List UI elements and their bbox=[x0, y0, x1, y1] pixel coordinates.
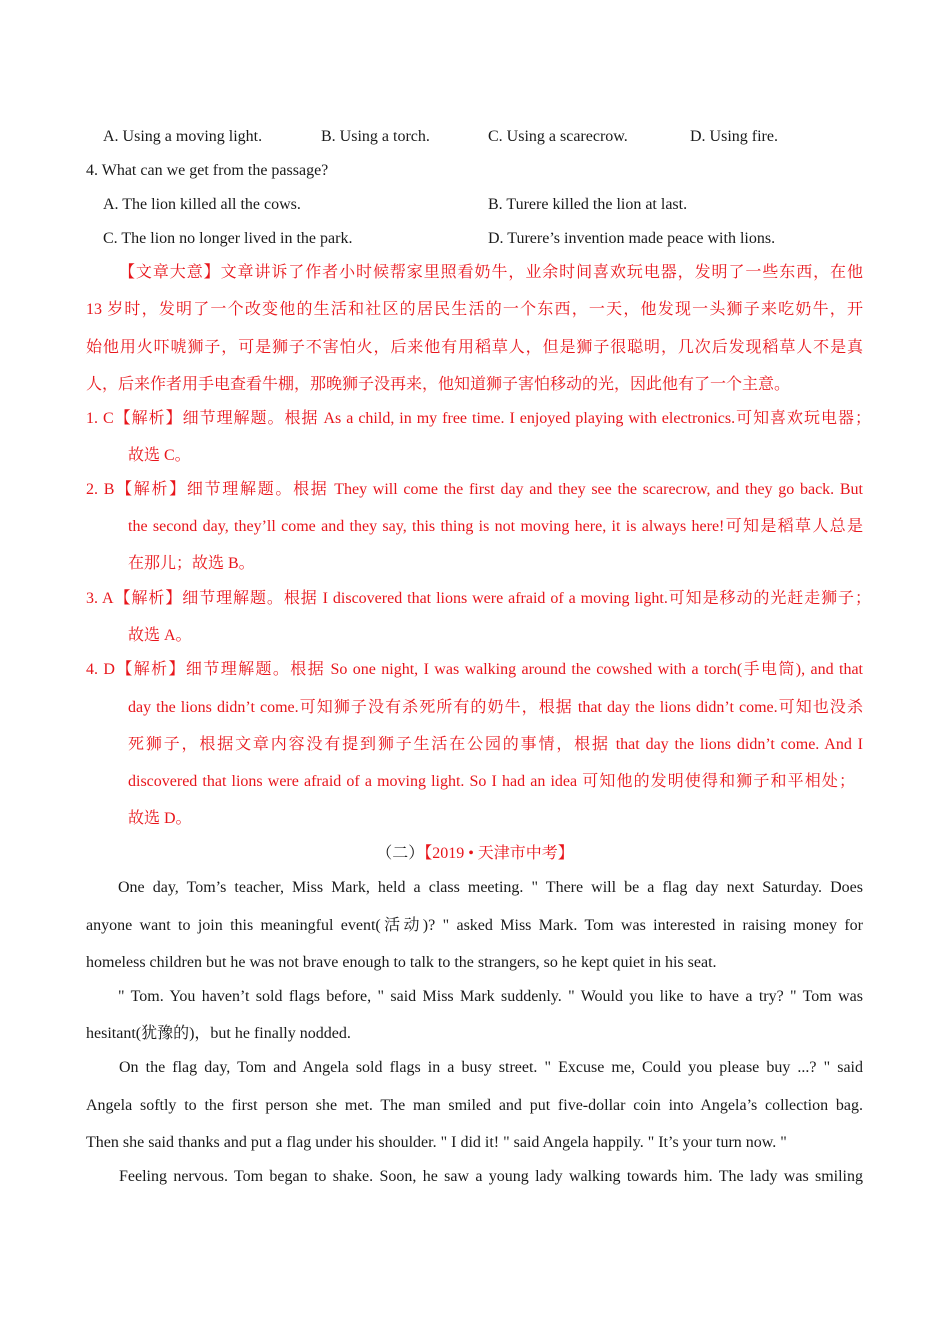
section-heading bbox=[0, 844, 950, 864]
q3-option-a: A. Using a moving light. bbox=[103, 128, 263, 145]
passage-p3-line-2: Angela softly to the first person she met. The man smiled and put five-dollar coin into Angela’s collection bag. bbox=[86, 1097, 863, 1114]
section-number: （二） bbox=[376, 845, 425, 862]
answer-4-line-1: 4. D【解析】细节理解题。根据 So one night, I was walking around the cowshed with a torch(手电筒), and that bbox=[86, 661, 863, 678]
summary-line-3: 始他用火吓唬狮子，可是狮子不害怕火，后来他有用稻草人，但是狮子很聪明，几次后发现稻草人不是真 bbox=[86, 339, 863, 356]
summary-line-2: 13 岁时，发明了一个改变他的生活和社区的居民生活的一个东西，一天，他发现一头狮子来吃奶牛，开 bbox=[86, 301, 863, 318]
answer-2-line-1: 2. B【解析】细节理解题。根据 They will come the first day and they see the scarecrow, and they go back. But bbox=[86, 481, 863, 498]
answer-4-line-5: 故选 D。 bbox=[128, 810, 192, 827]
answer-2-line-2: the second day, they’ll come and they say, this thing is not moving here, it is always here!可知是稻草人总是 bbox=[128, 518, 863, 535]
section-source: 【2019 • 天津市中考】 bbox=[424, 845, 574, 862]
answer-1-line-1: 1. C【解析】细节理解题。根据 As a child, in my free time. I enjoyed playing with electronics.可知喜欢玩电器； bbox=[86, 410, 871, 427]
passage-p1-line-2: anyone want to join this meaningful event(活动)? " asked Miss Mark. Tom was interested in raising money for bbox=[86, 917, 863, 934]
passage-p2-line-1: " Tom. You haven’t sold flags before, " said Miss Mark suddenly. " Would you like to have a try? " Tom was bbox=[118, 988, 863, 1005]
answer-3-line-1: 3. A【解析】细节理解题。根据 I discovered that lions were afraid of a moving light.可知是移动的光赶走狮子； bbox=[86, 590, 871, 607]
q3-option-b: B. Using a torch. bbox=[321, 128, 430, 145]
answer-4-line-2: day the lions didn’t come.可知狮子没有杀死所有的奶牛，根据 that day the lions didn’t come.可知也没杀 bbox=[128, 699, 863, 716]
passage-p3-line-3: Then she said thanks and put a flag under his shoulder. " I did it! " said Angela happily. " It’s your turn now. " bbox=[86, 1134, 787, 1151]
passage-p2-line-2: hesitant(犹豫的)，but he finally nodded. bbox=[86, 1025, 351, 1042]
q3-option-d: D. Using fire. bbox=[690, 128, 778, 145]
passage-p1-line-3: homeless children but he was not brave enough to talk to the strangers, so he kept quiet in his seat. bbox=[86, 954, 717, 971]
q4-option-a: A. The lion killed all the cows. bbox=[103, 196, 301, 213]
answer-3-line-2: 故选 A。 bbox=[128, 627, 192, 644]
q4-option-c: C. The lion no longer lived in the park. bbox=[103, 230, 353, 247]
passage-p4-line-1: Feeling nervous. Tom began to shake. Soon, he saw a young lady walking towards him. The lady was smiling bbox=[119, 1168, 863, 1185]
answer-2-line-3: 在那儿；故选 B。 bbox=[128, 555, 255, 572]
summary-line-1: 【文章大意】文章讲诉了作者小时候帮家里照看奶牛，业余时间喜欢玩电器，发明了一些东西，在他 bbox=[119, 264, 863, 281]
passage-p3-line-1: On the flag day, Tom and Angela sold flags in a busy street. " Excuse me, Could you please buy ...? " said bbox=[119, 1059, 863, 1076]
summary-line-4: 人，后来作者用手电查看牛棚，那晚狮子没再来，他知道狮子害怕移动的光，因此他有了一个主意。 bbox=[86, 376, 791, 393]
answer-1-line-2: 故选 C。 bbox=[128, 447, 191, 464]
answer-4-line-4: discovered that lions were afraid of a moving light. So I had an idea 可知他的发明使得和狮子和平相处； bbox=[128, 773, 855, 790]
answer-4-line-3: 死狮子，根据文章内容没有提到狮子生活在公园的事情，根据 that day the lions didn’t come. And I bbox=[128, 736, 863, 753]
q4-option-d: D. Turere’s invention made peace with lions. bbox=[488, 230, 776, 247]
q4-stem: 4. What can we get from the passage? bbox=[86, 162, 329, 179]
passage-p1-line-1: One day, Tom’s teacher, Miss Mark, held a class meeting. " There will be a flag day next Saturday. Does bbox=[118, 879, 863, 896]
q4-option-b: B. Turere killed the lion at last. bbox=[488, 196, 688, 213]
q3-option-c: C. Using a scarecrow. bbox=[488, 128, 628, 145]
